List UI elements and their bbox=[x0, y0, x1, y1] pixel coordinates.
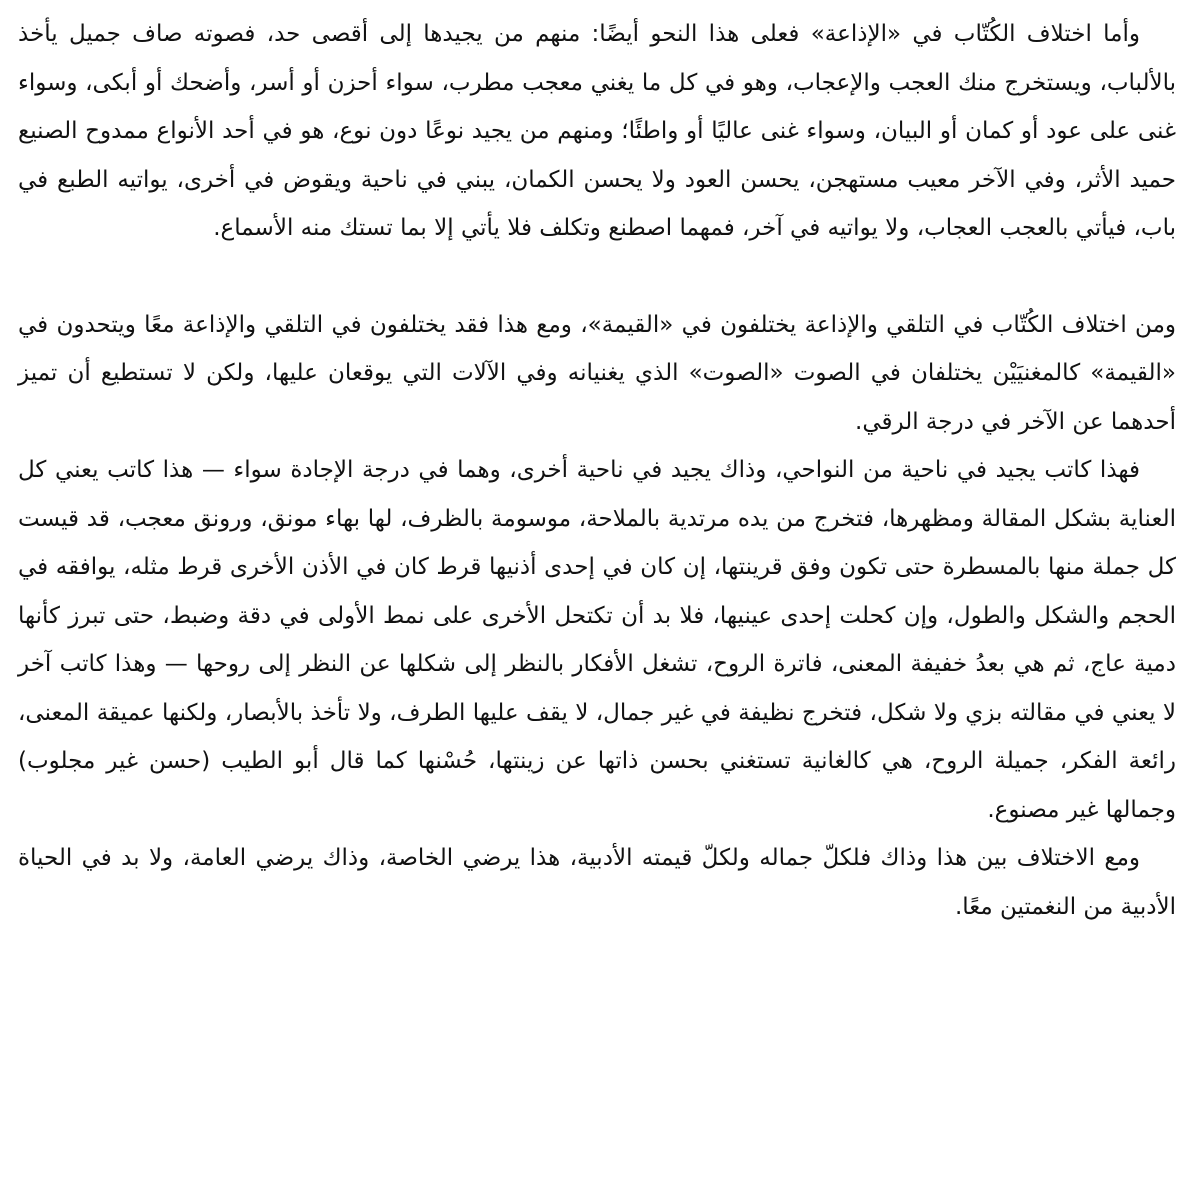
document-page bbox=[18, 10, 1176, 1190]
paragraph-value-differences: ومن اختلاف الكُتّاب في التلقي والإذاعة يختلفون في «القيمة»، ومع هذا فقد يختلفون في التلقي والإذاعة معًا ويتحدون في «القيمة» كالمغنيَيْن يختلفان في الصوت «الصوت» الذي يغنيانه وفي الآلات التي يوقعان عليها، ولكن لا تستطيع أن تميز أحدهما عن الآخر في درجة الرقي. bbox=[18, 311, 1176, 435]
paragraph-broadcasting-differences: وأما اختلاف الكُتّاب في «الإذاعة» فعلى هذا النحو أيضًا: منهم من يجيدها إلى أقصى حد، فصوته صاف جميل يأخذ بالألباب، ويستخرج منك العجب والإعجاب، وهو في كل ما يغني معجب مطرب، سواء أحزن أو أسر، وأضحك أو أبكى، وسواء غنى على عود أو كمان أو البيان، وسواء غنى عاليًا أو واطئًا؛ ومنهم من يجيد نوعًا دون نوع، هو في أحد الأنواع ممدوح الصنيع حميد الأثر، وفي الآخر معيب مستهجن، يحسن العود ولا يحسن الكمان، يبني في ناحية ويقوض في أخرى، يواتيه الطبع في باب، فيأتي بالعجب العجاب، ولا يواتيه في آخر، فمهما اصطنع وتكلف فلا يأتي إلا بما تستك منه الأسماع. bbox=[18, 21, 1176, 241]
paragraph-conclusion: ومع الاختلاف بين هذا وذاك فلكلّ جماله ولكلّ قيمته الأدبية، هذا يرضي الخاصة، وذاك يرضي العامة، ولا بد في الحياة الأدبية من النغمتين معًا. bbox=[18, 845, 1176, 920]
paragraph-spacer bbox=[18, 253, 1176, 301]
paragraph-two-writers: فهذا كاتب يجيد في ناحية من النواحي، وذاك يجيد في ناحية أخرى، وهما في درجة الإجادة سواء — هذا كاتب يعني كل العناية بشكل المقالة ومظهرها، فتخرج من يده مرتدية بالملاحة، موسومة بالظرف، لها بهاء مونق، ورونق معجب، قد قيست كل جملة منها بالمسطرة حتى تكون وفق قرينتها، إن كان في إحدى أذنيها قرط كان في الأذن الأخرى قرط مثله، يوافقه في الحجم والشكل والطول، وإن كحلت إحدى عينيها، فلا بد أن تكتحل الأخرى على نمط الأولى في دقة وضبط، حتى تبرز كأنها دمية عاج، ثم هي بعدُ خفيفة المعنى، فاترة الروح، تشغل الأفكار بالنظر إلى شكلها عن النظر إلى روحها — وهذا كاتب آخر لا يعني في مقالته بزي ولا شكل، فتخرج نظيفة في غير جمال، لا يقف عليها الطرف، ولا تأخذ بالأبصار، ولكنها عميقة المعنى، رائعة الفكر، جميلة الروح، هي كالغانية تستغني بحسن ذاتها عن زينتها، حُسْنها كما قال أبو الطيب (حسن غير مجلوب) وجمالها غير مصنوع. bbox=[18, 457, 1176, 823]
